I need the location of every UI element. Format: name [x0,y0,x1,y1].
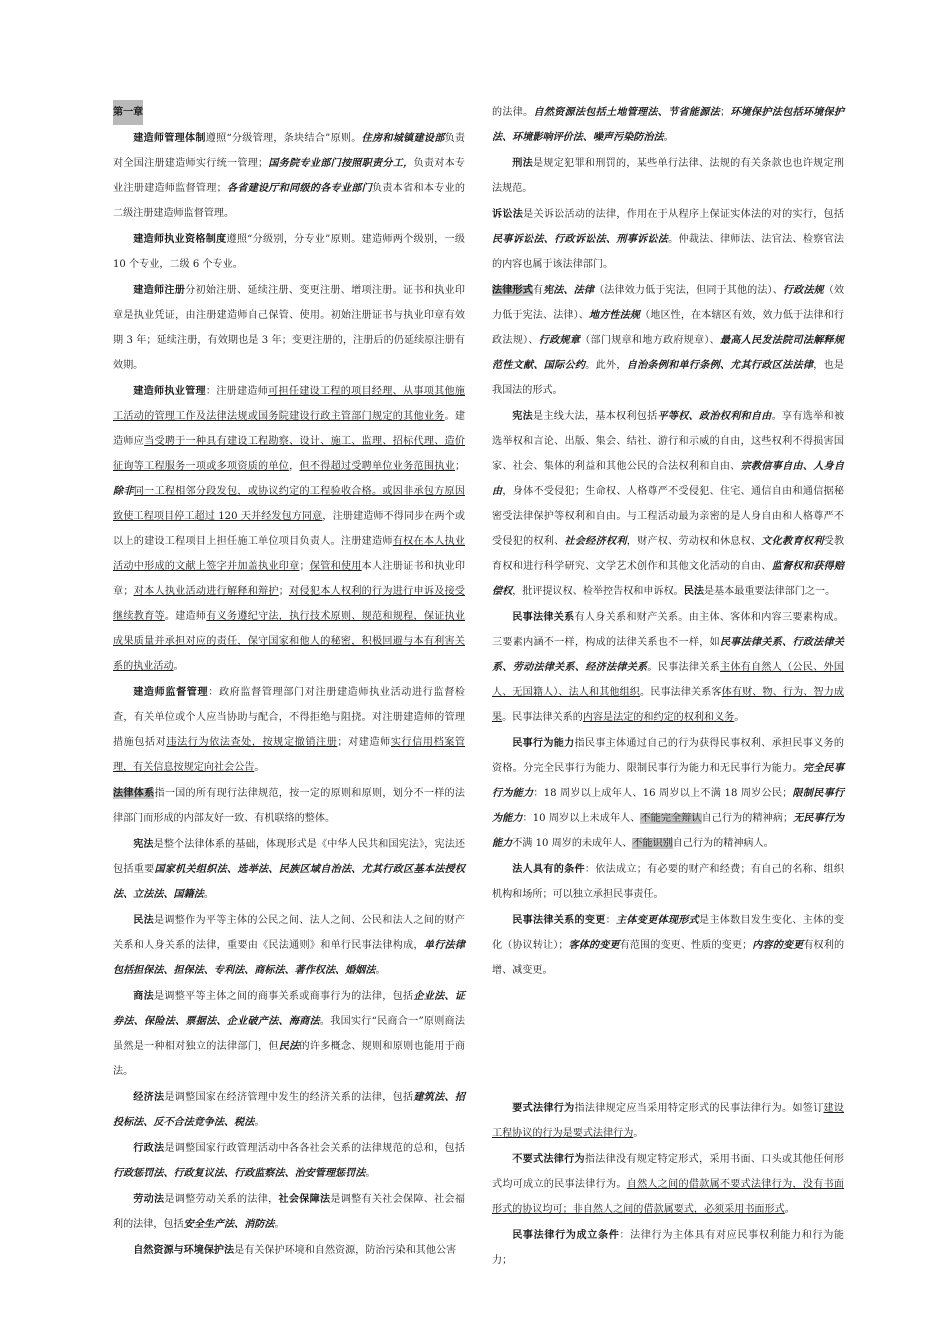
prac-paragraph: 建造师执业管理：注册建造师可担任建设工程的项目经理、从事项其他施工活动的管理工作及法律法规或国务院建设行政主管部门规定的其他业务。建造师应当受聘于一种具有建设工程勘察、设计、施工、监理、招标代理、造价征询等工程服务一项或多项资质的单位，但不得超过受聘单位业务范围执业；除非同一工程相邻分段发包，或协议约定的工程验收合格。或因非承包方原因致使工程项目停工超过 120 天并经发包方同意，注册建造师不得同步在两个或以上的建设工程项目上担任施工单位项目负责人。注册建造师有权在本人执业活动中形成的文献上签字并加盖执业印章；保管和使用本人注册证书和执业印章；对本人执业活动进行解释和辩护；对侵犯本人权利的行为进行申诉及接受继续教育等。建造师有义务遵纪守法，执行技术原则、规范和规程，保证执业成果质量并承担对应的责任，保守国家和他人的秘密，积极回避与本有利害关系的执业活动。 [113,386,466,672]
le-title: 法人具有的条件 [512,864,585,875]
right-column [492,100,844,984]
chg-paragraph: 民事法律关系的变更：主体变更体现形式是主体数目发生变化、主体的变化（协议转让）；客体的变更有范围的变更、性质的变更；内容的变更有权利的增、减变更。 [492,915,845,976]
chapter-paragraph [113,100,465,125]
env-paragraph: 自然资源与环境保护法是有关保护环境和自然资源，防治污染和其他公害 [133,1245,457,1256]
mgmt-title: 建造师管理体制 [133,133,206,144]
labor-paragraph: 劳动法是调整劳动关系的法律，社会保障法是调整有关社会保障、社会福利的法律，包括安全生产法、消防法。 [113,1194,466,1230]
sys-title: 法律体系 [113,788,155,799]
est-paragraph: 民事法律行为成立条件：法律行为主体具有对应民事权利能力和行为能力； [492,1230,845,1266]
form-paragraph: 法律形式有宪法、法律（法律效力低于宪法，但同于其他的法）、行政法规（效力低于宪法、法律）、地方性法规（地区性，在本辖区有效，效力低于法律和行政法规）、行政规章（部门规章和地方政府规章）、最高人民发法院司法解释规范性文献、国际公约。此外，自治条例和单行条例、尤其行政区法法律，也是我国法的形式。 [492,285,845,396]
sys-paragraph: 法律体系指一国的所有现行法律规范，按一定的原则和原则，划分不一样的法律部门而形成的内部友好一致、有机联络的整体。 [113,788,466,824]
sup-paragraph: 建造师监督管理：政府监督管理部门对注册建造师执业活动进行监督检查，有关单位或个人应当协助与配合，不得拒绝与阻挠。对注册建造师的管理措施包括对违法行为依法查处，按规定撤销注册；对建造师实行信用档案管理，有关信息按规定向社会公告。 [113,687,466,773]
req-title: 要式法律行为 [512,1103,575,1114]
left-column [113,100,465,1264]
admin-paragraph: 行政法是调整国家行政管理活动中各各社会关系的法律规范的总和，包括行政惩罚法、行政复议法、行政监察法、治安管理惩罚法。 [113,1143,466,1179]
form-title: 法律形式 [492,285,533,296]
comm-title: 商法 [133,991,154,1002]
reg-paragraph: 建造师注册分初始注册、延续注册、变更注册、增项注册。证书和执业印章是执业凭证，由注册建造师自己保管、使用。初始注册证书与执业印章有效期 3 年；延续注册，有效期也是 3 年；变更注册的，注册后的仍延续原注册有效期。 [113,285,465,371]
cap-paragraph: 民事行为能力指民事主体通过自己的行为获得民事权利、承担民事义务的资格。分完全民事行为能力、限制民事行为能力和无民事行为能力。完全民事行为能力：18 周岁以上成年人、16 周岁以上不满 18 周岁公民；限制民事行为能力：10 周岁以上未成年人、不能完全辩认自己行为的精神病；无民事行为能力不满 10 周岁的未成年人、不能识别自己行为的精神病人。 [492,738,845,849]
mgmt-paragraph: 建造师管理体制遵照“分级管理，条块结合”原则。住房和城镇建设部负责对全国注册建造师实行统一管理；国务院专业部门按照职责分工，负责对本专业注册建造师监督管理；各省建设厅和同级的各专业部门负责本省和本专业的二级注册建造师监督管理。 [113,133,466,219]
le-paragraph: 法人具有的条件：依法成立；有必要的财产和经费；有自己的名称、组织机构和场所；可以独立承担民事责任。 [492,864,845,900]
cons-paragraph: 宪法是主线大法，基本权利包括平等权、政治权利和自由。享有选举和被选举权和言论、出版、集会、结社、游行和示威的自由，这些权利不得损害国家、社会、集体的利益和其他公民的合法权利和自由、宗教信事自由、人身自由，身体不受侵犯；生命权、人格尊严不受侵犯、住宅、通信自由和通信据秘密受法律保护等权利和自由。与工程活动最为亲密的是人身自由和人格尊严不受侵犯的权利、社会经济权利，财产权、劳动权和休息权、文化教育权利受教育权和进行科学研究、文学艺术创作和其他文化活动的自由、监督权和获得赔偿权，批评提议权、检举控告权和申诉权。民法是基本最重要法律部门之一。 [492,411,845,597]
crim-paragraph: 刑法是规定犯罪和刑罚的，某些单行法律、法规的有关条款也也许规定刑法规范。 [492,158,845,194]
qual-paragraph: 建造师执业资格制度遵照“分级别，分专业”原则。建造师两个级别，一级 10 个专业，二级 6 个专业。 [113,234,466,270]
env-title: 自然资源与环境保护法 [133,1245,235,1256]
nreq-paragraph: 不要式法律行为指法律没有规定特定形式，采用书面、口头或其他任何形式均可成立的民事法律行为。自然人之间的借款属不要式法律行为，没有书面形式的协议均可；非自然人之间的借款属要式，必须采用书面形式。 [492,1154,845,1215]
proc-paragraph: 诉讼法是关诉讼活动的法律，作用在于从程序上保证实体法的对的实行，包括民事诉讼法、行政诉讼法、刑事诉讼法。仲裁法、律师法、法官法、检察官法的内容也属于该法律部门。 [492,209,845,270]
rel-paragraph: 民事法律关系有人身关系和财产关系。由主体、客体和内容三要素构成。三要素内涵不一样，构成的法律关系也不一样，如民事法律关系、行政法律关系、劳动法律关系、经济法律关系。民事法律关系主体有自然人（公民、外国人、无国籍人）、法人和其他组织。民事法律关系客体有财、物、行为、智力成果。民事法律关系的内容是法定的和约定的权利和义务。 [492,612,845,723]
admin-title: 行政法 [133,1143,165,1154]
comm-paragraph: 商法是调整平等主体之间的商事关系或商事行为的法律，包括企业法、证券法、保险法、票据法、企业破产法、海商法。我国实行“民商合一”原则商法虽然是一种相对独立的法律部门，但民法的许多概念、规则和原则也能用于商法。 [113,991,466,1077]
econ-paragraph: 经济法是调整国家在经济管理中发生的经济关系的法律，包括建筑法、招投标法、反不合法竞争法、税法。 [113,1092,466,1128]
env-cont-paragraph: 的法律。自然资源法包括土地管理法、节省能源法；环境保护法包括环境保护法、环境影响评价法、噪声污染防治法。 [492,107,845,143]
const-paragraph: 宪法是整个法律体系的基础，体现形式是《中华人民共和国宪法》，宪法还包括重要国家机关组织法、选举法、民族区域自治法、尤其行政区基本法授权法、立法法、国籍法。 [113,839,466,900]
chapter-heading: 第一章 [113,100,143,125]
crim-title: 刑法 [512,158,533,169]
civil-title: 民法 [133,915,154,926]
civil-paragraph: 民法是调整作为平等主体的公民之间、法人之间、公民和法人之间的财产关系和人身关系的法律，重要由《民法通则》和单行民事法律构成，单行法律包括担保法、担保法、专利法、商标法、著作权法、婚姻法。 [113,915,466,976]
qual-title: 建造师执业资格制度 [133,234,227,245]
reg-title: 建造师注册 [133,285,186,296]
const-title: 宪法 [133,839,154,850]
nreq-title: 不要式法律行为 [512,1154,585,1165]
est-title: 民事法律行为成立条件 [512,1230,620,1241]
right-column-lower [492,1096,844,1274]
chg-title: 民事法律关系的变更 [512,915,606,926]
proc-title: 诉讼法 [492,209,524,220]
req-paragraph: 要式法律行为指法律规定应当采用特定形式的民事法律行为。如签订建设工程协议的行为是要式法律行为。 [492,1103,845,1139]
econ-title: 经济法 [133,1092,165,1103]
cap-title: 民事行为能力 [512,738,575,749]
prac-title: 建造师执业管理 [133,386,206,397]
cons-title: 宪法 [512,411,533,422]
labor-title: 劳动法 [133,1194,165,1205]
sup-title: 建造师监督管理 [133,687,209,698]
rel-title: 民事法律关系 [512,612,575,623]
